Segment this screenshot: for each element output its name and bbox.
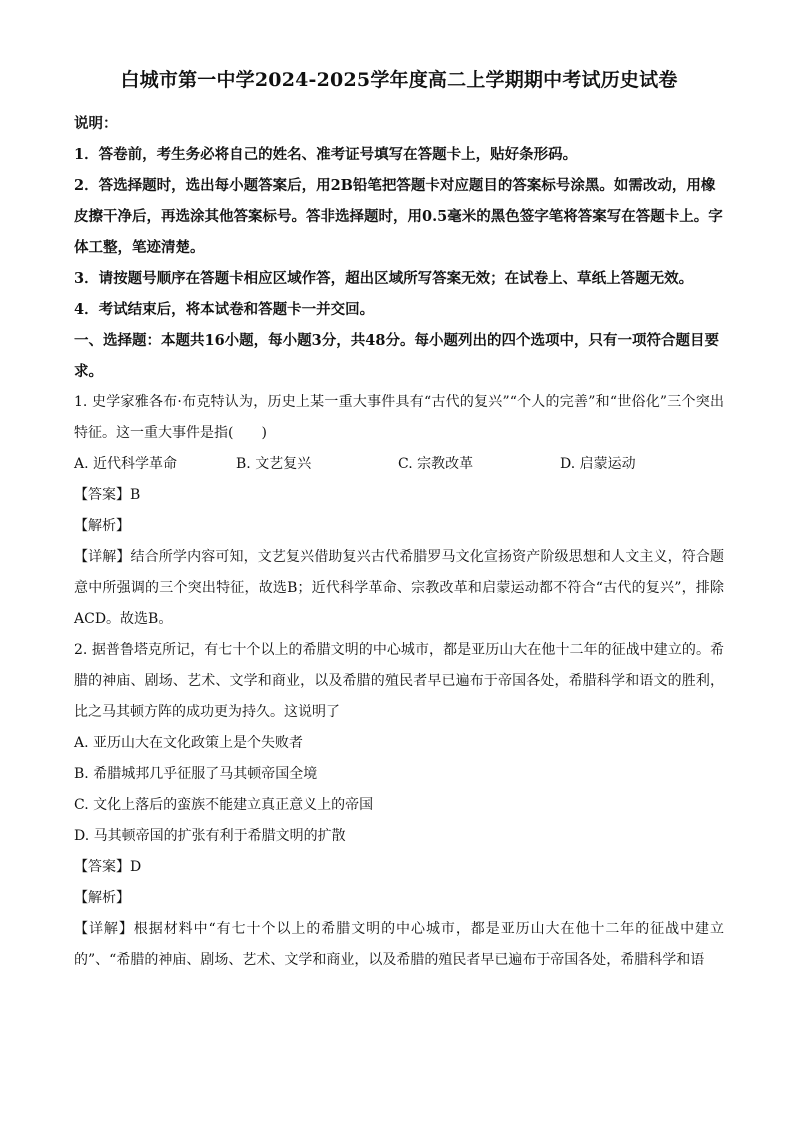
instruction-item: 3．请按题号顺序在答题卡相应区域作答，超出区域所写答案无效；在试卷上、草纸上答题无效。: [74, 270, 694, 287]
detail-explanation: 【详解】结合所学内容可知，文艺复兴借助复兴古代希腊罗马文化宣扬资产阶级思想和人文主义，符合题意中所强调的三个突出特征，故选B；近代科学革命、宗教改革和启蒙运动都不符合“古代的复兴”，排除ACD。故选B。: [74, 549, 724, 627]
answer-label: 【答案】D: [74, 859, 142, 875]
option: C. 文化上落后的蛮族不能建立真正意义上的帝国: [74, 797, 374, 813]
answer-label: 【答案】B: [74, 487, 141, 503]
option: B. 希腊城邦几乎征服了马其顿帝国全境: [74, 766, 318, 782]
analysis-label: 【解析】: [74, 890, 130, 906]
detail-explanation: 【详解】根据材料中“有七十个以上的希腊文明的中心城市，都是亚历山大在他十二年的征战中建立的”、“希腊的神庙、剧场、艺术、文学和商业，以及希腊的殖民者早已遍布于帝国各处，希腊科学和语: [74, 921, 724, 968]
question-stem: 2. 据普鲁塔克所记，有七十个以上的希腊文明的中心城市，都是亚历山大在他十二年的征战中建立的。希腊的神庙、剧场、艺术、文学和商业，以及希腊的殖民者早已遍布于帝国各处，希腊科学和语文的胜利，比之马其顿方阵的成功更为持久。这说明了: [74, 642, 724, 720]
option: D. 启蒙运动: [560, 456, 636, 472]
options-row: [74, 449, 724, 480]
instruction-item: 1．答卷前，考生务必将自己的姓名、准考证号填写在答题卡上，贴好条形码。: [74, 146, 578, 163]
option: C. 宗教改革: [398, 456, 474, 472]
instruction-item: 2．答选择题时，选出每小题答案后，用2B铅笔把答题卡对应题目的答案标号涂黑。如需改动，用橡皮擦干净后，再选涂其他答案标号。答非选择题时，用0.5毫米的黑色签字笔将答案写在答题卡上。字体工整，笔迹清楚。: [74, 177, 723, 256]
option: B. 文艺复兴: [236, 456, 312, 472]
instruction-item: 4．考试结束后，将本试卷和答题卡一并交回。: [74, 301, 375, 318]
option: A. 近代科学革命: [74, 456, 178, 472]
option: A. 亚历山大在文化政策上是个失败者: [74, 735, 304, 751]
exam-page: [74, 62, 724, 976]
page-title: 白城市第一中学2024-2025学年度高二上学期期中考试历史试卷: [120, 69, 678, 91]
option: D. 马其顿帝国的扩张有利于希腊文明的扩散: [74, 828, 346, 844]
question-stem: 1. 史学家雅各布·布克特认为，历史上某一重大事件具有“古代的复兴”“个人的完善”和“世俗化”三个突出特征。这一重大事件是指( ): [74, 394, 724, 441]
section-heading: 一、选择题：本题共16小题，每小题3分，共48分。每小题列出的四个选项中，只有一项符合题目要求。: [74, 332, 719, 380]
instructions-heading: 说明：: [74, 115, 118, 132]
analysis-label: 【解析】: [74, 518, 130, 534]
